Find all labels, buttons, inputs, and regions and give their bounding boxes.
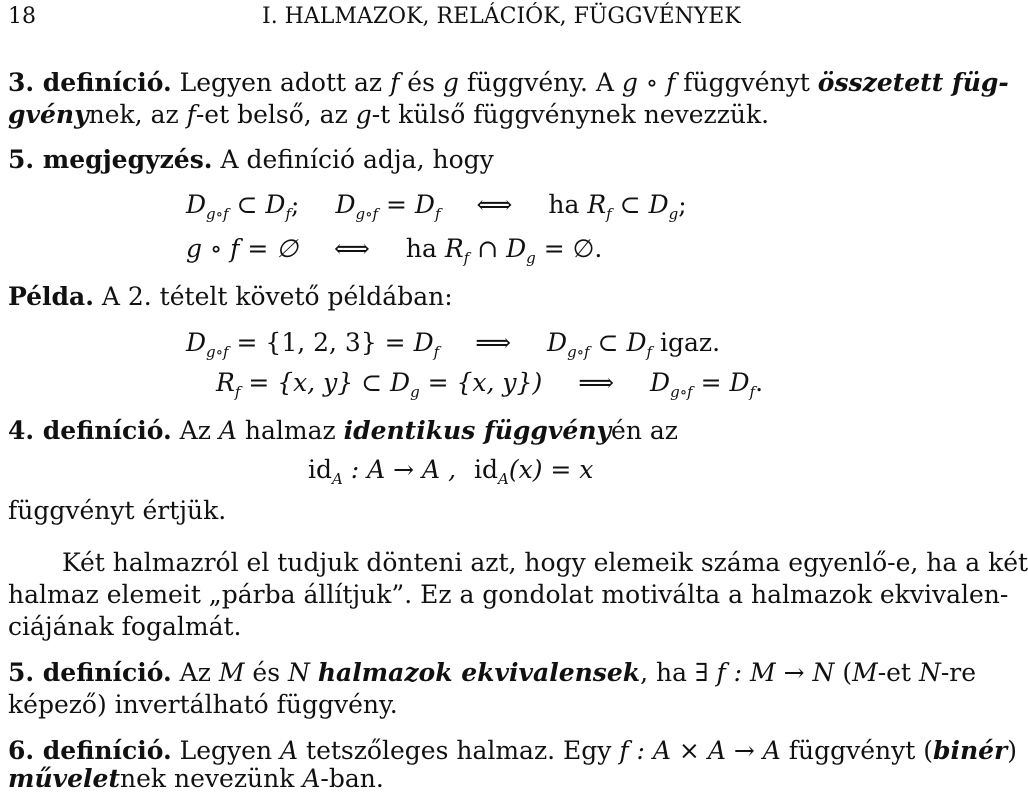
def3-term: összetett füg-	[817, 68, 1009, 97]
def3-text: és	[407, 68, 435, 97]
def5-text: és	[252, 658, 281, 687]
running-title: I. HALMAZOK, RELÁCIÓK, FÜGGVÉNYEK	[262, 4, 741, 29]
def4-trailing: függvényt értjük.	[8, 496, 227, 525]
example-text: A 2. tételt követő példában:	[101, 282, 453, 311]
def4-text: halmaz	[244, 416, 336, 445]
remark5-label: 5. megjegyzés.	[8, 145, 213, 174]
def4-formula: $id_A$ : A → A , $id_A(x) = x$	[308, 455, 594, 488]
remark5-formula1: $D_{g\circ f}$ ⊂ $D_f$; $D_{g\circ f} = D_f$ ⟺ ha $R_f$ ⊂ $D_g$;	[186, 190, 687, 223]
def5-line1	[8, 660, 976, 685]
def6-term: művelet	[8, 764, 121, 793]
def3-line1	[8, 70, 1009, 95]
def6-text: függvényt (	[788, 736, 933, 765]
math-A: A	[302, 764, 321, 793]
def3-text: Legyen adott az	[179, 68, 383, 97]
def6-line2	[8, 766, 384, 791]
def5-line2: képező) invertálható függvény.	[8, 690, 398, 719]
def4-text: Az	[179, 416, 211, 445]
def5-text: (	[842, 658, 853, 687]
math-A: A	[280, 736, 299, 765]
paragraph-line: ciájának fogalmát.	[8, 612, 242, 641]
def5-text: Az	[179, 658, 211, 687]
def6-text: tetszőleges halmaz. Egy	[306, 736, 612, 765]
math-N: N	[918, 658, 941, 687]
def5-term: halmazok ekvivalensek	[317, 658, 641, 687]
remark5-text: A definíció adja, hogy	[220, 145, 494, 174]
def4-term: identikus függvény	[343, 416, 612, 445]
def4-line	[8, 418, 678, 443]
example-formula1: $D_{g\circ f} = \{1$, 2, $3\} = D_f$ ⟹ $D_{g\circ f}$ ⊂ $D_f$ igaz.	[186, 328, 721, 361]
def3-label: 3. definíció.	[8, 68, 172, 97]
def3-line2	[8, 102, 769, 127]
def5-text: -et	[877, 658, 911, 687]
def4-text: én az	[611, 416, 678, 445]
def6-text: Legyen	[179, 736, 273, 765]
def6-text: )	[1007, 736, 1017, 765]
math-M: M	[852, 658, 878, 687]
remark5-formula2: g ∘ f = ∅ ⟺ ha $R_f$ ∩ $D_g$ = ∅.	[186, 234, 603, 267]
math-g: g	[442, 68, 459, 97]
remark5-line	[8, 147, 494, 172]
math-M: M	[218, 658, 245, 687]
def5-label: 5. definíció.	[8, 658, 172, 687]
def6-line1	[8, 738, 1017, 763]
def6-term: binér	[933, 736, 1008, 765]
math-f: f	[390, 68, 400, 97]
def3-text: -t külső függvénynek nevezzük.	[371, 100, 770, 129]
math-g: g	[355, 100, 372, 129]
example-line	[8, 284, 453, 309]
example-formula2: $R_f = \{x$, y} ⊂ $D_g = \{x$, y}) ⟹ $D_{g\circ f} = D_f$.	[216, 368, 764, 401]
def6-label: 6. definíció.	[8, 736, 172, 765]
def3-text: függvényt	[683, 68, 810, 97]
def5-text: -re	[940, 658, 977, 687]
example-label: Példa.	[8, 282, 94, 311]
def6-text: nek nevezünk	[120, 764, 295, 793]
def4-label: 4. definíció.	[8, 416, 172, 445]
def3-text: nek, az	[88, 100, 179, 129]
def5-text: , ha ∃	[640, 658, 709, 687]
math-map: f : M → N	[716, 658, 835, 687]
math-A: A	[218, 416, 237, 445]
def3-text: -et belső, az	[195, 100, 348, 129]
paragraph-line: Két halmazról el tudjuk dönteni azt, hogy elemeik száma egyenlő-e, ha a két	[62, 548, 1028, 577]
def6-text: -ban.	[320, 764, 384, 793]
def3-term: gvény	[8, 100, 89, 129]
math-f: f	[186, 100, 196, 129]
math-composition: g ∘ f	[621, 68, 676, 97]
math-map: f : A × A → A	[619, 736, 781, 765]
math-N: N	[287, 658, 310, 687]
def3-text: függvény. A	[466, 68, 614, 97]
paragraph-line: halmaz elemeit „párba állítjuk”. Ez a gondolat motiválta a halmazok ekvivalen-	[8, 580, 1009, 609]
page-number: 18	[8, 4, 36, 29]
